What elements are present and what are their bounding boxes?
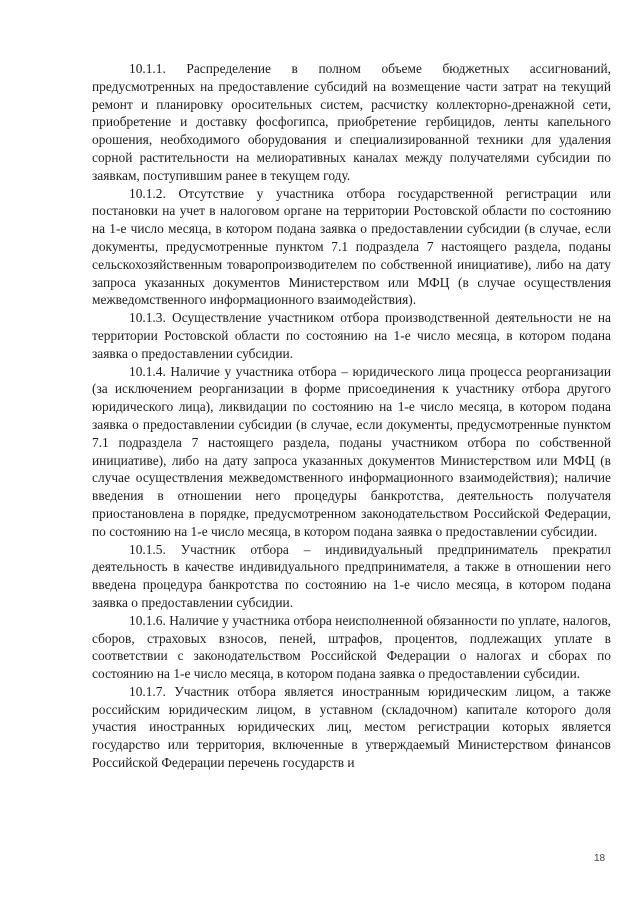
paragraph-10-1-7: 10.1.7. Участник отбора является иностранным юридическим лицом, а также российским юридическим лицом, в уставном (складочном) капитале которого доля участия иностранных юридических лиц, местом регистрации которых является государство или территория, включенные в утверждаемый Министерством финансов Российской Федерации перечень государств и	[92, 683, 611, 771]
paragraph-10-1-5: 10.1.5. Участник отбора – индивидуальный предприниматель прекратил деятельность в качестве индивидуального предпринимателя, а также в отношении него введена процедура банкротства по состоянию на 1-е число месяца, в котором подана заявка о предоставлении субсидии.	[92, 541, 611, 610]
paragraph-10-1-6: 10.1.6. Наличие у участника отбора неисполненной обязанности по уплате, налогов, сборов, страховых взносов, пеней, штрафов, процентов, подлежащих уплате в соответствии с законодательством Российской Федерации о налогах и сборах по состоянию на 1-е число месяца, в котором подана заявка о предоставлении субсидии.	[92, 612, 611, 682]
paragraph-10-1-3: 10.1.3. Осуществление участником отбора производственной деятельности не на территории Ростовской области по состоянию на 1-е число месяца, в котором подана заявка о предоставлении субсидии.	[92, 310, 611, 361]
document-body	[92, 60, 611, 772]
paragraph-10-1-1: 10.1.1. Распределение в полном объеме бюджетных ассигнований, предусмотренных на предоставление субсидий на возмещение части затрат на текущий ремонт и планировку оросительных систем, расчистку коллекторно-дренажной сети, приобретение и доставку фосфогипса, приобретение гербицидов, ленты капельного орошения, необходимого оборудования и специализированной техники для удаления сорной растительности на мелиоративных каналах между получателями субсидии по заявкам, поступившим ранее в текущем году.	[92, 61, 611, 183]
paragraph-10-1-4: 10.1.4. Наличие у участника отбора – юридического лица процесса реорганизации (за исключением реорганизации в форме присоединения к участнику отбора другого юридического лица), ликвидации по состоянию на 1-е число месяца, в котором подана заявка о предоставлении субсидии (в случае, если документы, предусмотренные пунктом 7.1 подраздела 7 настоящего раздела, поданы участником отбора по собственной инициативе), либо на дату запроса указанных документов Министерством или МФЦ (в случае осуществления межведомственного информационного взаимодействия); наличие введения в отношении него процедуры банкротства, деятельность получателя приостановлена в порядке, предусмотренном законодательством Российской Федерации, по состоянию на 1-е число месяца, в котором подана заявка о предоставлении субсидии.	[92, 363, 611, 539]
page-number: 18	[594, 853, 606, 864]
paragraph-10-1-2: 10.1.2. Отсутствие у участника отбора государственной регистрации или постановки на учет в налоговом органе на территории Ростовской области по состоянию на 1-е число месяца, в котором подана заявка о предоставлении субсидии (в случае, если документы, предусмотренные пунктом 7.1 подраздела 7 настоящего раздела, поданы сельскохозяйственным товаропроизводителем по собственной инициативе), либо на дату запроса указанных документов Министерством или МФЦ (в случае осуществления межведомственного информационного взаимодействия).	[92, 185, 611, 308]
